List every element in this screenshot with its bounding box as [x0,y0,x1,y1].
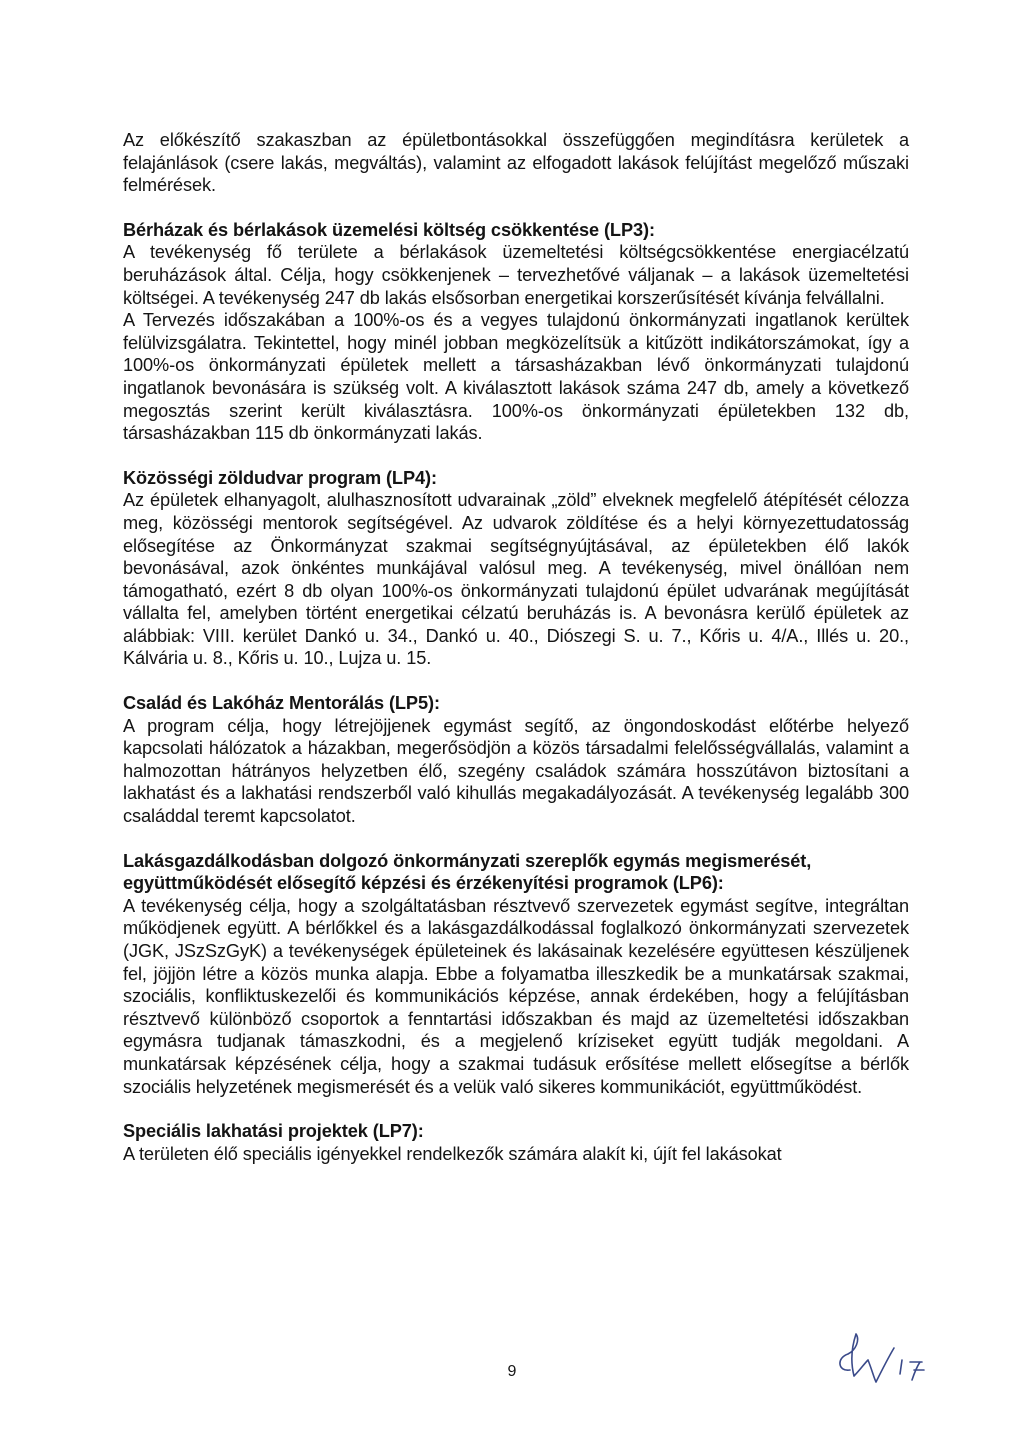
page-number: 9 [507,1363,517,1380]
section-lp6-paragraph-1: A tevékenység célja, hogy a szolgáltatásban résztvevő szervezetek egymást segítve, integráltan működjenek együtt. A bérlőkkel és a lakásgazdálkodással foglalkozó önkormányzati szervezetek (JGK, JSzSzGyK) a tevékenységek épületeinek és lakásainak kezelésére együttesen készüljenek fel, jöjjön létre a közös munka alapja. Ebbe a folyamatba illeszkedik be a munkatársak szakmai, szociális, konfliktuskezelői és kommunikációs képzése, annak érdekében, hogy a felújításban résztvevő különböző csoportok a fenntartási időszakban és majd az üzemeltetési időszakban egymásra tudjanak támaszkodni, és a megjelenő kríziseket együtt tudják megoldani. A munkatársak képzésének célja, hogy a szakmai tudásuk erősítése mellett elősegítse a bérlők szociális helyzetének megismerését és a velük való sikeres kommunikációt, együttműködést. [123,895,909,1097]
section-lp3-paragraph-1: A tevékenység fő területe a bérlakások üzemeltetési költségcsökkentése energiacélzatú beruházások által. Célja, hogy csökkenjenek – tervezhetővé váljanak – a lakások üzemeltetési költségei. A tevékenység 247 db lakás elsősorban energetikai korszerűsítését kívánja felvállalni. [123,242,909,308]
section-heading-lp4: Közösségi zöldudvar program (LP4): [123,467,437,488]
section-lp4-paragraph-1: Az épületek elhanyagolt, alulhasznosított udvarainak „zöld” elveknek megfelelő átépítését célozza meg, közösségi mentorok segítségével. Az udvarok zöldítése és a helyi környezettudatosság elősegítése az Önkormányzat szakmai segítségnyújtásával, az épületekben élő lakók bevonásával, azok önkéntes munkájával valósul meg. A tevékenység, mivel önállóan nem támogatható, ezért 8 db olyan 100%-os önkormányzati tulajdonú épület udvarának megújítását vállalta fel, amelyben történt energetikai célzatú beruházás is. A bevonásra kerülő épületek az alábbiak: VIII. kerület Dankó u. 34., Dankó u. 40., Diószegi S. u. 7., Kőris u. 4/A., Illés u. 20., Kálvária u. 8., Kőris u. 10., Lujza u. 15. [123,490,909,669]
document-body [123,129,909,1165]
intro-paragraph: Az előkészítő szakaszban az épületbontásokkal összefüggően megindításra kerületek a felajánlások (csere lakás, megváltás), valamint az elfogadott lakások felújítást megelőző műszaki felmérések. [123,130,909,196]
section-heading-lp6: Lakásgazdálkodásban dolgozó önkormányzati szereplők egymás megismerését, együttműködését elősegítő képzési és érzékenyítési programok (LP6): [123,850,812,894]
handwritten-signature [830,1330,940,1390]
section-lp3-paragraph-2: A Tervezés időszakában a 100%-os és a vegyes tulajdonú önkormányzati ingatlanok kerültek felülvizsgálatra. Tekintettel, hogy minél jobban megközelítsük a kitűzött indikátorszámokat, így a 100%-os önkormányzati épületek mellett a társasházakban lévő önkormányzati tulajdonú ingatlanok bevonására is szükség volt. A kiválasztott lakások száma 247 db, amely a következő megosztás szerint került kiválasztásra. 100%-os önkormányzati épületekben 132 db, társasházakban 115 db önkormányzati lakás. [123,310,909,444]
section-heading-lp7: Speciális lakhatási projektek (LP7): [123,1121,424,1142]
section-heading-lp3: Bérházak és bérlakások üzemelési költség csökkentése (LP3): [123,219,655,240]
section-lp7-paragraph-1: A területen élő speciális igényekkel rendelkezők számára alakít ki, újít fel lakásokat [123,1143,782,1164]
section-heading-lp5: Család és Lakóház Mentorálás (LP5): [123,693,440,714]
section-lp5-paragraph-1: A program célja, hogy létrejöjjenek egymást segítő, az öngondoskodást előtérbe helyező kapcsolati hálózatok a házakban, megerősödjön a közös társadalmi felelősségvállalás, valamint a halmozottan hátrányos helyzetben élő, szegény családok számára hosszútávon biztosítani a lakhatást és a lakhatási rendszerből való kihullás megakadályozását. A tevékenység legalább 300 családdal teremt kapcsolatot. [123,715,909,827]
